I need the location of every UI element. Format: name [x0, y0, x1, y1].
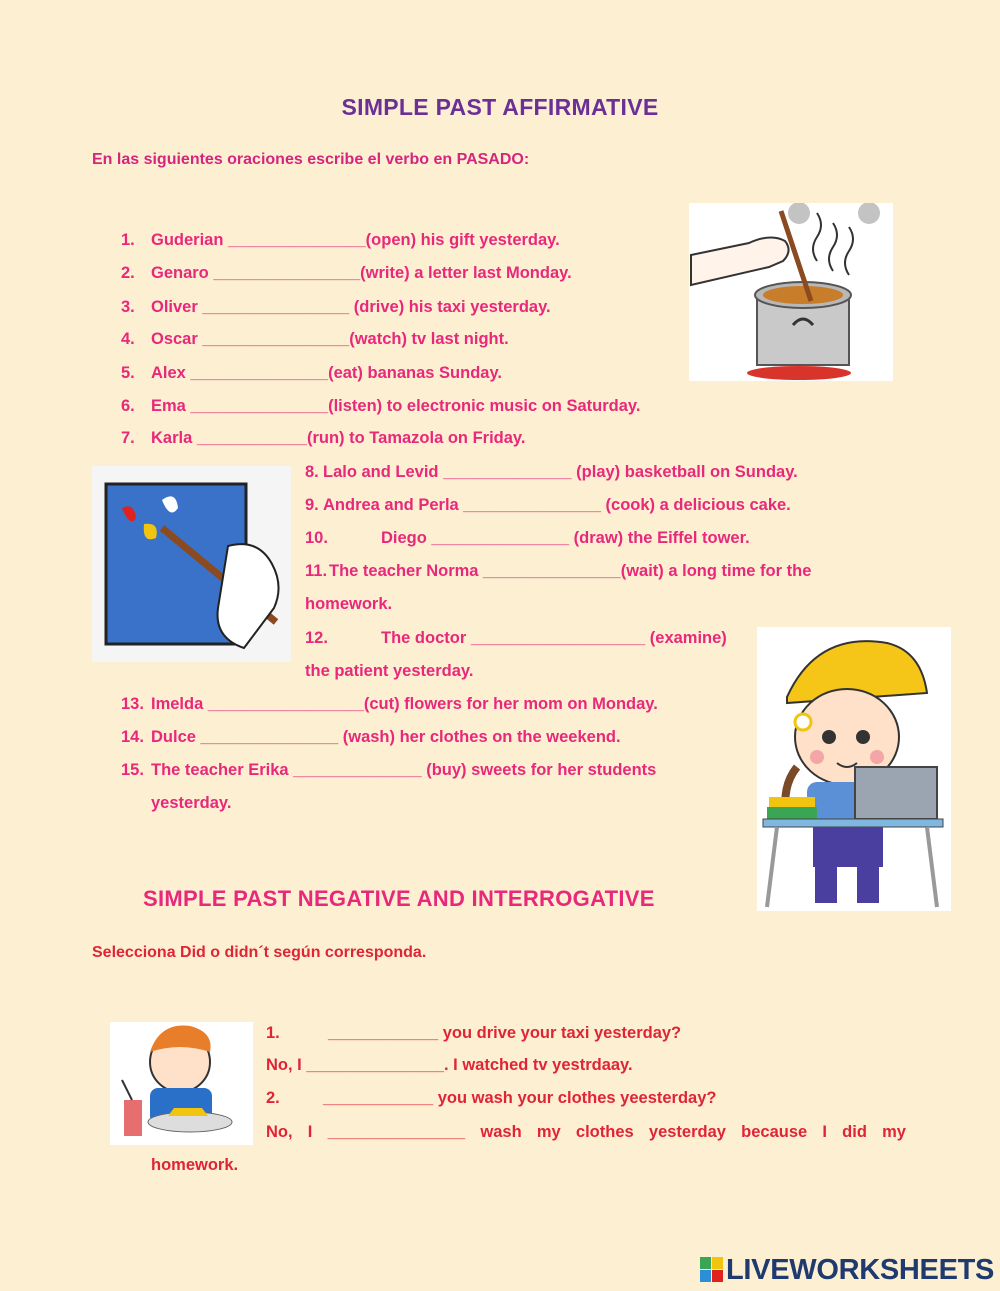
liveworksheets-brand: [700, 1254, 994, 1286]
item-number: 10.: [305, 529, 328, 547]
item-text: Dulce _______________ (wash) her clothes on the weekend.: [151, 728, 621, 746]
exercise-item-14: [121, 728, 621, 747]
item-text: Alex _______________(eat) bananas Sunday.: [151, 364, 502, 382]
exercise-item-4: [121, 330, 509, 349]
item-number: 2.: [121, 264, 135, 282]
answer-word: my: [536, 1123, 561, 1141]
answer-word: I: [307, 1123, 313, 1141]
item-number: 12.: [305, 629, 328, 647]
cooking-pot-illustration: [689, 203, 893, 381]
item-text: Genaro ________________(write) a letter last Monday.: [151, 264, 572, 282]
liveworksheets-logo-icon: [700, 1257, 724, 1283]
item-number: 11.: [305, 562, 328, 580]
question-1: [266, 1024, 681, 1043]
item-text: Lalo and Levid ______________ (play) basketball on Sunday.: [323, 463, 798, 481]
question-2: [266, 1089, 716, 1108]
section2-instruction: Selecciona Did o didn´t según corresponda.: [92, 944, 427, 961]
item-number: 5.: [121, 364, 135, 382]
item-text: The teacher Norma _______________(wait) a long time for the: [329, 562, 812, 580]
exercise-item-11-continuation: homework.: [305, 595, 393, 613]
item-number: 7.: [121, 429, 135, 447]
section1-instruction: En las siguientes oraciones escribe el verbo en PASADO:: [92, 151, 530, 168]
painting-hand-illustration: [92, 466, 291, 662]
exercise-item-3: [121, 298, 551, 317]
exercise-item-13: [121, 695, 658, 714]
question-number: 1.: [266, 1024, 280, 1042]
item-number: 13.: [121, 695, 144, 713]
item-text: Andrea and Perla _______________ (cook) a delicious cake.: [323, 496, 791, 514]
answer-1: No, I _______________. I watched tv yestrdaay.: [266, 1056, 633, 1074]
item-text: Ema _______________(listen) to electronic music on Saturday.: [151, 397, 641, 415]
item-number: 6.: [121, 397, 135, 415]
item-text: The teacher Erika ______________ (buy) sweets for her students: [151, 761, 657, 779]
section1-title: SIMPLE PAST AFFIRMATIVE: [341, 94, 659, 120]
question-number: 2.: [266, 1089, 280, 1107]
exercise-item-7: [121, 429, 525, 448]
girl-with-laptop-illustration: [757, 627, 951, 911]
item-number: 15.: [121, 761, 144, 779]
answer-word: my: [882, 1123, 906, 1141]
exercise-item-6: [121, 397, 640, 416]
item-number: 14.: [121, 728, 144, 746]
answer-2-continuation: homework.: [151, 1156, 239, 1174]
answer-word: yesterday: [648, 1123, 726, 1141]
item-text: Karla ____________(run) to Tamazola on Friday.: [151, 429, 526, 447]
exercise-item-9: [305, 496, 791, 515]
answer-word: did: [842, 1123, 867, 1141]
exercise-item-8: [305, 463, 798, 482]
item-text: Diego _______________ (draw) the Eiffel tower.: [381, 529, 750, 547]
item-number: 3.: [121, 298, 135, 316]
brand-name: LIVEWORKSHEETS: [726, 1253, 995, 1286]
item-text: Guderian _______________(open) his gift yesterday.: [151, 231, 560, 249]
item-text: The doctor ___________________ (examine): [381, 629, 727, 647]
question-text: ____________ you wash your clothes yeesterday?: [323, 1089, 717, 1107]
item-text: Oscar ________________(watch) tv last night.: [151, 330, 509, 348]
exercise-item-12-continuation: the patient yesterday.: [305, 662, 474, 680]
answer-word: because: [741, 1123, 808, 1141]
item-text: Oliver ________________ (drive) his taxi yesterday.: [151, 298, 551, 316]
answer-word: wash: [480, 1123, 522, 1141]
exercise-item-12: [305, 629, 727, 648]
item-number: 1.: [121, 231, 135, 249]
answer-word: No,: [266, 1123, 293, 1141]
question-text: ____________ you drive your taxi yesterday?: [328, 1024, 682, 1042]
item-number: 8.: [305, 463, 319, 481]
answer-word: I: [822, 1123, 827, 1141]
exercise-item-1: [121, 231, 560, 250]
answer-2: [266, 1123, 906, 1142]
item-number: 4.: [121, 330, 135, 348]
exercise-item-15-continuation: yesterday.: [151, 794, 232, 812]
boy-eating-illustration: [110, 1022, 253, 1145]
exercise-item-15: [121, 761, 656, 780]
answer-blank: _______________: [327, 1123, 466, 1141]
exercise-item-5: [121, 364, 502, 383]
item-text: Imelda _________________(cut) flowers for her mom on Monday.: [151, 695, 658, 713]
exercise-item-10: [305, 529, 750, 548]
answer-word: clothes: [575, 1123, 634, 1141]
exercise-item-2: [121, 264, 572, 283]
exercise-item-11: [305, 562, 811, 581]
section2-title: SIMPLE PAST NEGATIVE AND INTERROGATIVE: [143, 886, 655, 911]
item-number: 9.: [305, 496, 319, 514]
